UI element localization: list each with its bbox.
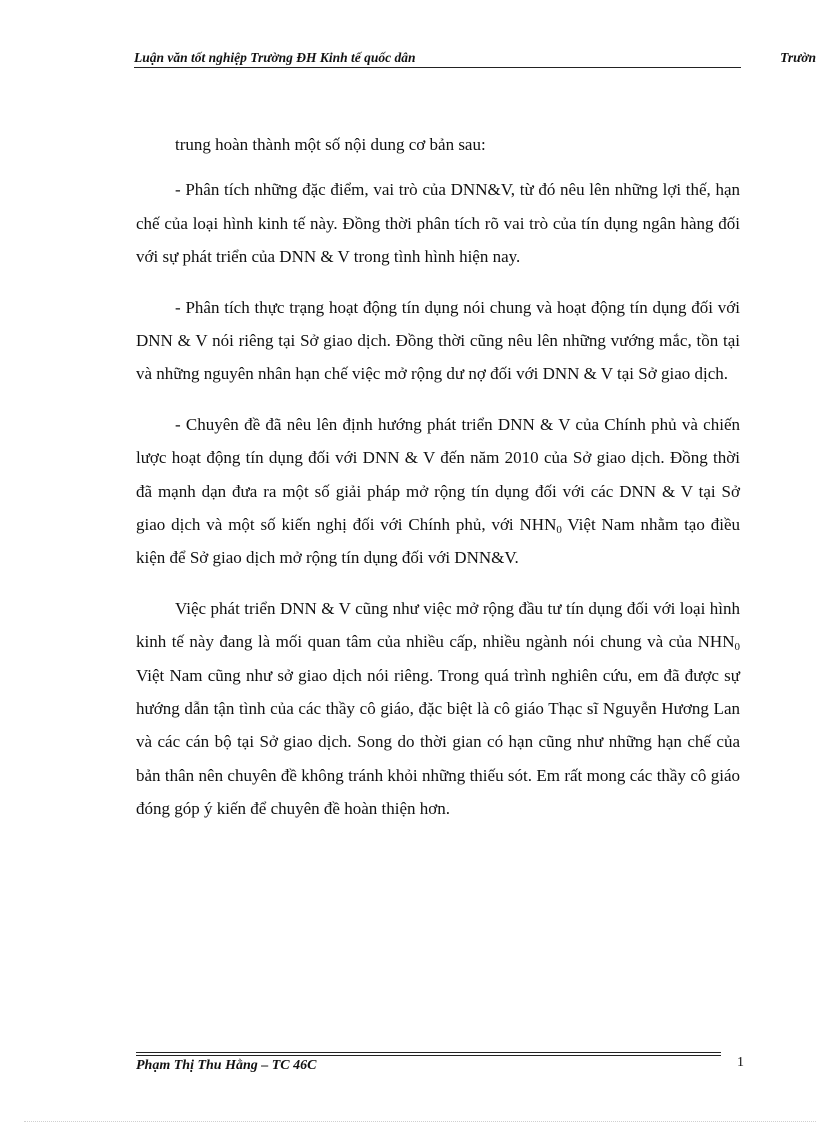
paragraph-intro: trung hoàn thành một số nội dung cơ bản sau: [175, 135, 486, 154]
paragraph-closing-part-b: Việt Nam cũng như sở giao dịch nói riêng. Trong quá trình nghiên cứu, em đã được sự hướng dẫn tận tình của các thầy cô giáo, đặc biệt là cô giáo Thạc sĩ Nguyễn Hương Lan và các cán bộ tại Sở giao dịch. Song do thời gian có hạn cũng như những hạn chế của bản thân nên chuyên đề không tránh khỏi những thiếu sót. Em rất mong các thầy cô giáo đóng góp ý kiến để chuyên đề hoàn thiện hơn. [136, 665, 740, 818]
footer-rule-bottom [136, 1055, 721, 1056]
footer-rule-top [136, 1052, 721, 1053]
page-bottom-guide [24, 1121, 816, 1122]
paragraph-bullet-2: - Phân tích thực trạng hoạt động tín dụng nói chung và hoạt động tín dụng đối với DNN & V nói riêng tại Sở giao dịch. Đồng thời cũng nêu lên những vướng mắc, tồn tại và những nguyên nhân hạn chế việc mở rộng dư nợ đối với DNN & V tại Sở giao dịch. [136, 297, 740, 384]
header-thesis-title: Luận văn tốt nghiệp Trường ĐH Kinh tế quốc dân [134, 50, 416, 65]
subscript-zero: 0 [556, 523, 562, 536]
paragraph-closing-part-a: Việc phát triển DNN & V cũng như việc mở rộng đầu tư tín dụng đối với loại hình kinh tế này đang là mối quan tâm của nhiều cấp, nhiều ngành nói chung và của NHN [136, 599, 740, 652]
paragraph-bullet-1: - Phân tích những đặc điểm, vai trò của DNN&V, từ đó nêu lên những lợi thế, hạn chế của loại hình kinh tế này. Đồng thời phân tích rõ vai trò của tín dụng ngân hàng đối với sự phát triển của DNN & V trong tình hình hiện nay. [136, 180, 740, 266]
header-rule [134, 67, 741, 68]
paragraph-bullet-3-part-b: Việt Nam nhằm tạo điều kiện để Sở giao dịch mở rộng tín dụng đối với DNN&V. [136, 514, 740, 568]
page-number: 1 [737, 1055, 744, 1070]
paragraph-bullet-3 [136, 408, 740, 574]
paragraph-closing [136, 592, 740, 825]
header-right-text: Trườn [780, 50, 816, 65]
document-body [136, 128, 740, 843]
page-header [134, 48, 816, 68]
footer-author: Phạm Thị Thu Hằng – TC 46C [136, 1058, 317, 1073]
subscript-zero: 0 [734, 641, 740, 654]
paragraph-bullet-3-part-a: - Chuyên đề đã nêu lên định hướng phát triển DNN & V của Chính phủ và chiến lược hoạt động tín dụng đối với DNN & V đến năm 2010 của Sở giao dịch. Đồng thời đã mạnh dạn đưa ra một số giải pháp mở rộng tín dụng đối với các DNN & V tại Sở giao dịch và một số kiến nghị đối với Chính phủ, với NHN [136, 415, 740, 534]
